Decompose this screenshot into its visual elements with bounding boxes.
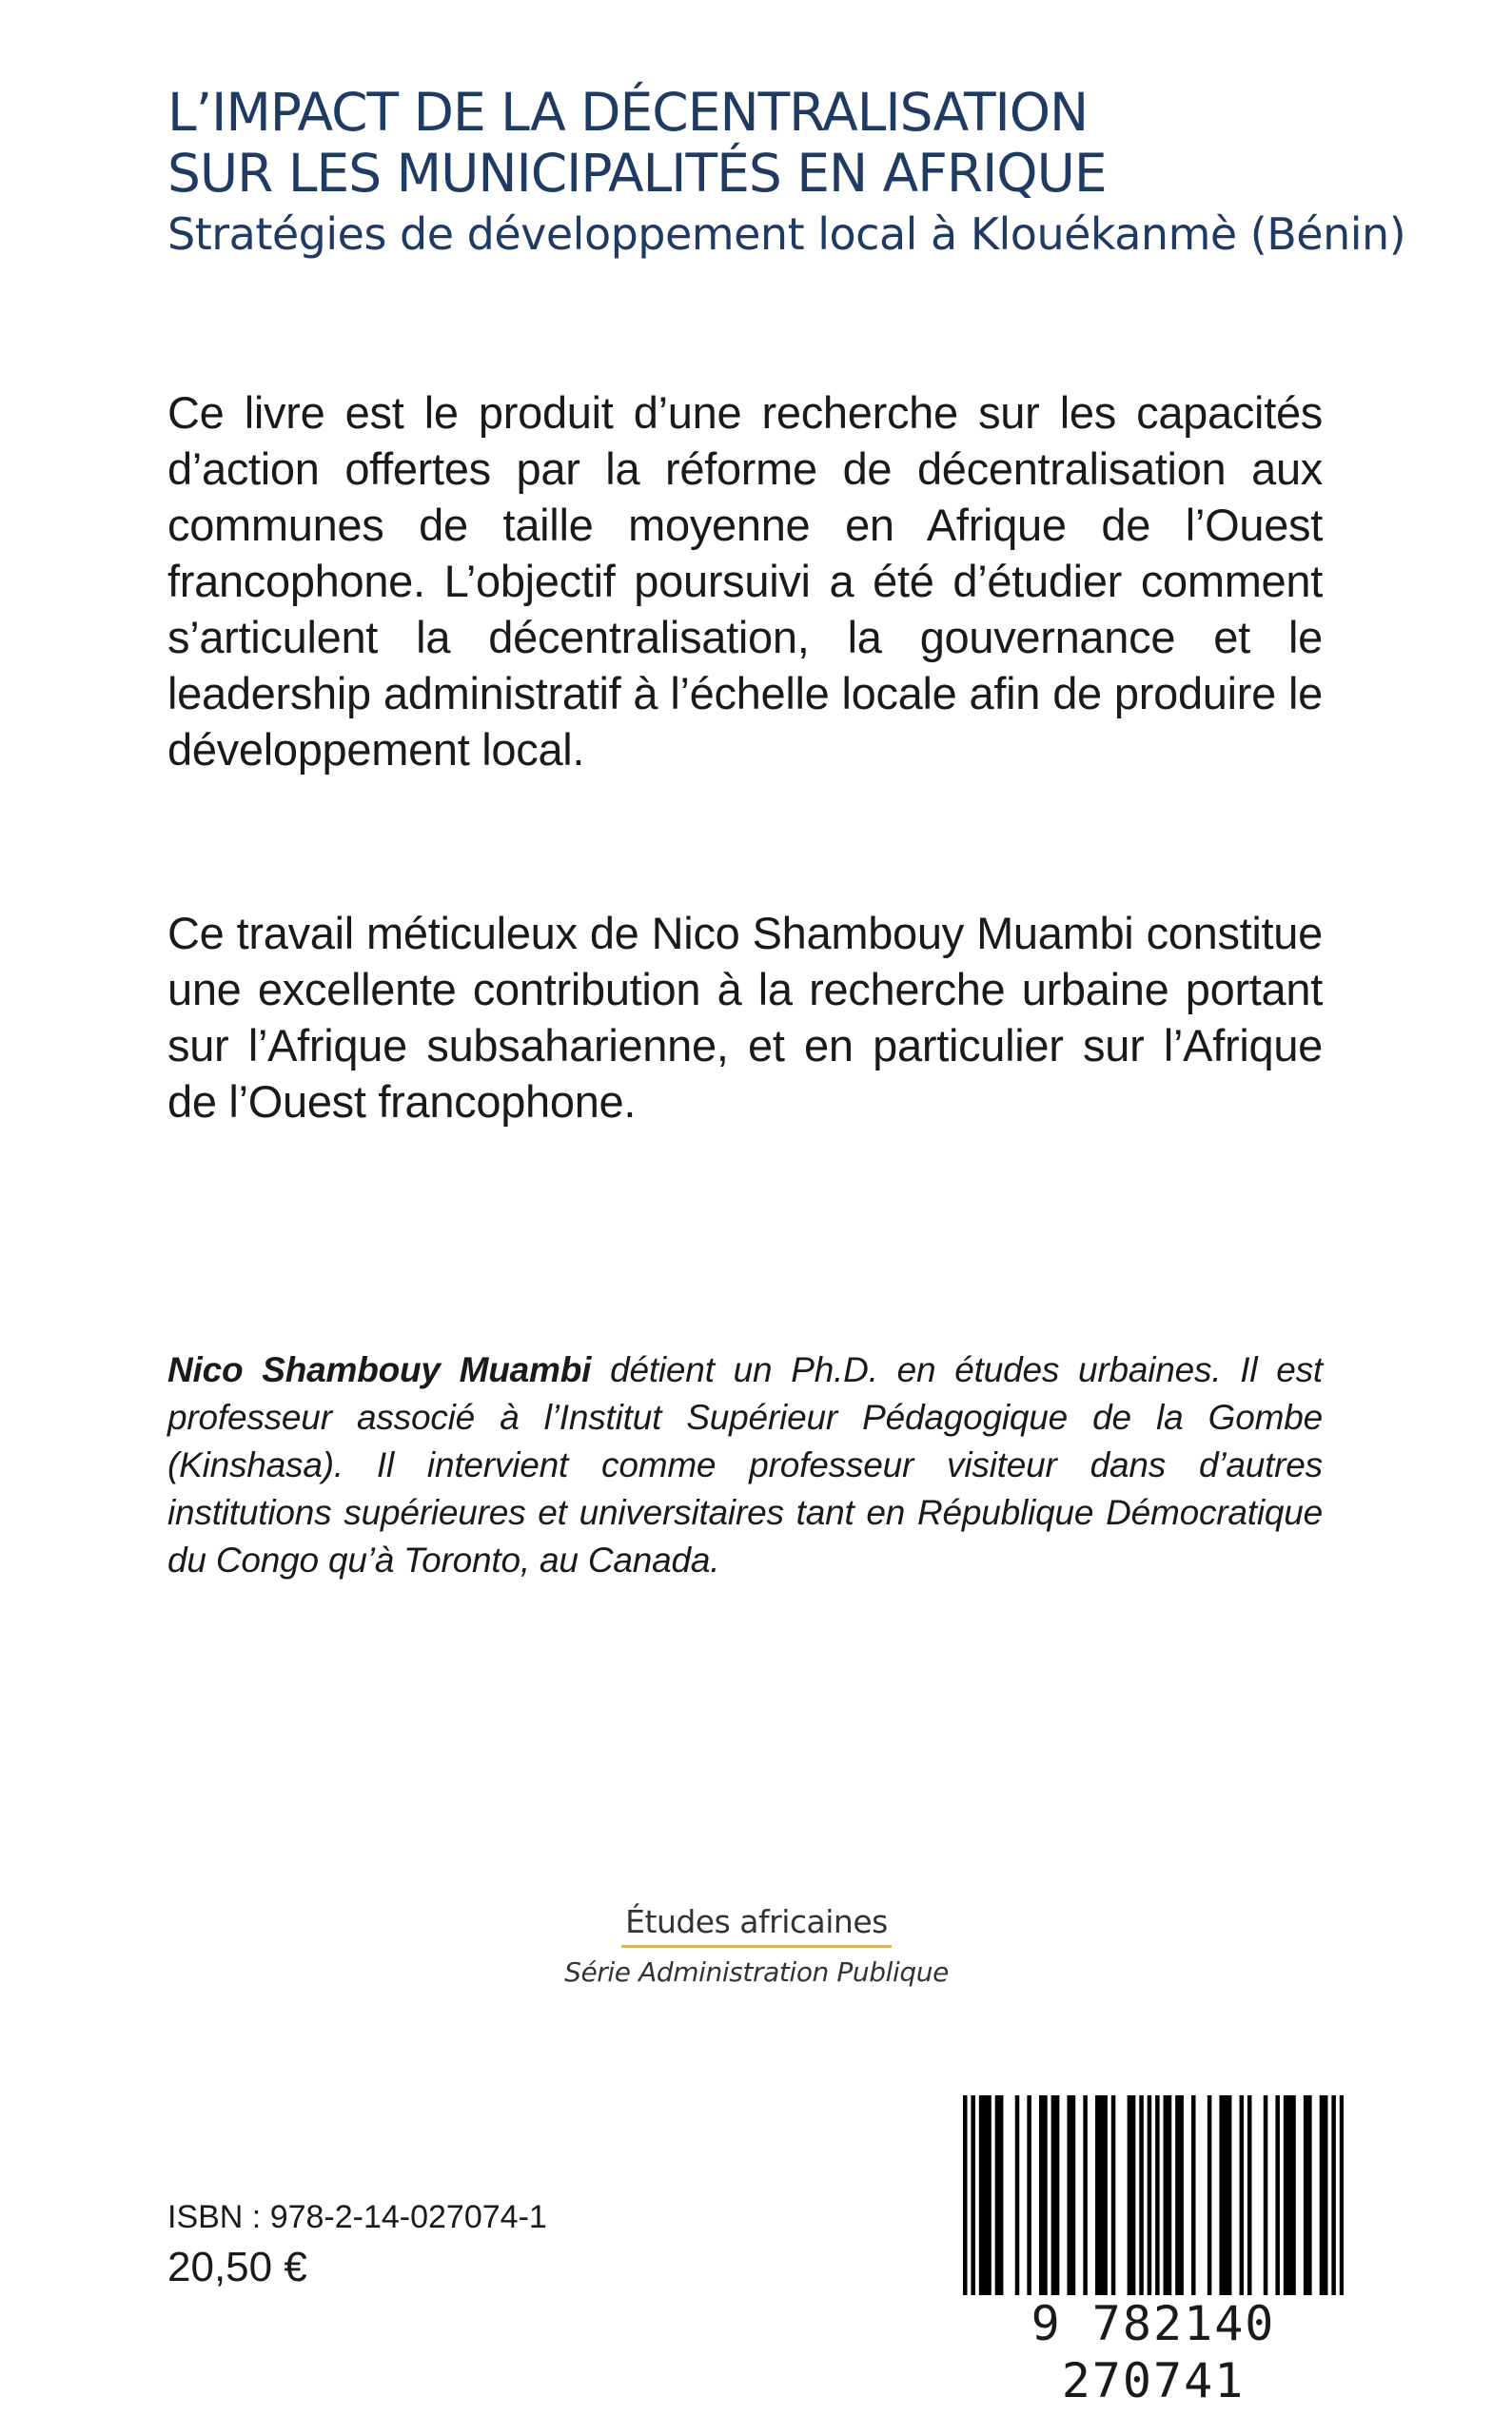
book-title-line-1: L’IMPACT DE LA DÉCENTRALISATION	[167, 82, 1089, 143]
barcode-bar-42	[1307, 2095, 1312, 2300]
barcode-bar-8	[1027, 2095, 1031, 2300]
barcode-bar-26	[1168, 2095, 1172, 2300]
barcode-bar-41	[1304, 2095, 1308, 2300]
book-subtitle: Stratégies de développement local à Klouékanmè (Bénin)	[167, 208, 1406, 260]
barcode-bar-34	[1240, 2095, 1245, 2300]
barcode-bar-23	[1148, 2095, 1152, 2300]
author-bio-text: détient un Ph.D. en études urbaines. Il est professeur associé à l’Institut Supérieur Pédagogique de la Gombe (Kinshasa). Il intervient comme professeur visiteur dans d’autres institutions supérieures et universitaires tant en République Démocratique du Congo qu’à Toronto, au Canada.	[167, 1350, 1323, 1580]
barcode-bar-19	[1111, 2095, 1116, 2300]
barcode-bars	[963, 2095, 1344, 2300]
barcode-bar-2	[979, 2095, 984, 2300]
barcode-bar-10	[1043, 2095, 1048, 2300]
barcode-bar-40	[1291, 2095, 1296, 2300]
book-title-line-2: SUR LES MUNICIPALITÉS EN AFRIQUE	[167, 143, 1107, 204]
barcode-bar-5	[995, 2095, 1000, 2300]
barcode-bar-36	[1264, 2095, 1268, 2300]
barcode-bar-32	[1224, 2095, 1228, 2300]
barcode-bar-7	[1015, 2095, 1020, 2300]
barcode-bar-45	[1331, 2095, 1336, 2300]
barcode-bar-21	[1131, 2095, 1136, 2300]
barcode-bar-6	[999, 2095, 1004, 2300]
barcode-bar-12	[1055, 2095, 1060, 2300]
barcode-bar-22	[1139, 2095, 1144, 2300]
barcode-bar-29	[1191, 2095, 1196, 2300]
book-title-block	[167, 82, 1404, 261]
barcode-bar-1	[971, 2095, 975, 2300]
author-name: Nico Shambouy Muambi	[167, 1350, 592, 1389]
barcode-bar-39	[1287, 2095, 1292, 2300]
series-name: Études africaines	[621, 1901, 892, 1948]
summary-paragraph-1: Ce livre est le produit d’une recherche sur les capacités d’action offertes par la réforme de décentralisation aux communes de taille moyenne en Afrique de l’Ouest francophone. L’objectif poursuivi a été d’étudier comment s’articulent la décentralisation, la gouvernance et le leadership administratif à l’échelle locale afin de produire le développement local.	[167, 387, 1323, 775]
price-text: 20,50 €	[167, 2244, 307, 2290]
barcode-bar-35	[1247, 2095, 1252, 2300]
barcode-bar-37	[1275, 2095, 1280, 2300]
barcode-bar-43	[1320, 2095, 1325, 2300]
barcode-bar-46	[1340, 2095, 1344, 2300]
barcode-bar-4	[987, 2095, 992, 2300]
barcode-bar-24	[1155, 2095, 1160, 2300]
barcode-bar-18	[1103, 2095, 1108, 2300]
barcode-bar-0	[963, 2095, 968, 2300]
barcode-bar-33	[1227, 2095, 1232, 2300]
barcode-bar-31	[1219, 2095, 1224, 2300]
barcode-bar-17	[1099, 2095, 1104, 2300]
barcode-bar-30	[1208, 2095, 1212, 2300]
series-block	[533, 1901, 980, 1992]
barcode-digits: 9 782140 270741	[963, 2295, 1344, 2409]
barcode-bar-44	[1324, 2095, 1328, 2300]
barcode-bar-38	[1284, 2095, 1288, 2300]
barcode-bar-14	[1071, 2095, 1076, 2300]
barcode-bar-25	[1164, 2095, 1168, 2300]
series-subseries: Série Administration Publique	[564, 1956, 949, 1988]
isbn-text: ISBN : 978-2-14-027074-1	[167, 2199, 547, 2235]
barcode-bar-3	[983, 2095, 988, 2300]
barcode-bar-16	[1095, 2095, 1100, 2300]
barcode-bar-9	[1039, 2095, 1044, 2300]
barcode-bar-27	[1175, 2095, 1180, 2300]
barcode-bar-28	[1179, 2095, 1184, 2300]
barcode-bar-15	[1083, 2095, 1088, 2300]
barcode-bar-11	[1051, 2095, 1056, 2300]
barcode-bar-13	[1067, 2095, 1071, 2300]
barcode-bar-20	[1128, 2095, 1132, 2300]
summary-paragraph-2: Ce travail méticuleux de Nico Shambouy Muambi constitue une excellente contribution à la recherche urbaine portant sur l’Afrique subsaharienne, et en particulier sur l’Afrique de l’Ouest francophone.	[167, 908, 1323, 1127]
barcode	[963, 2095, 1344, 2408]
author-bio	[167, 1346, 1323, 1584]
